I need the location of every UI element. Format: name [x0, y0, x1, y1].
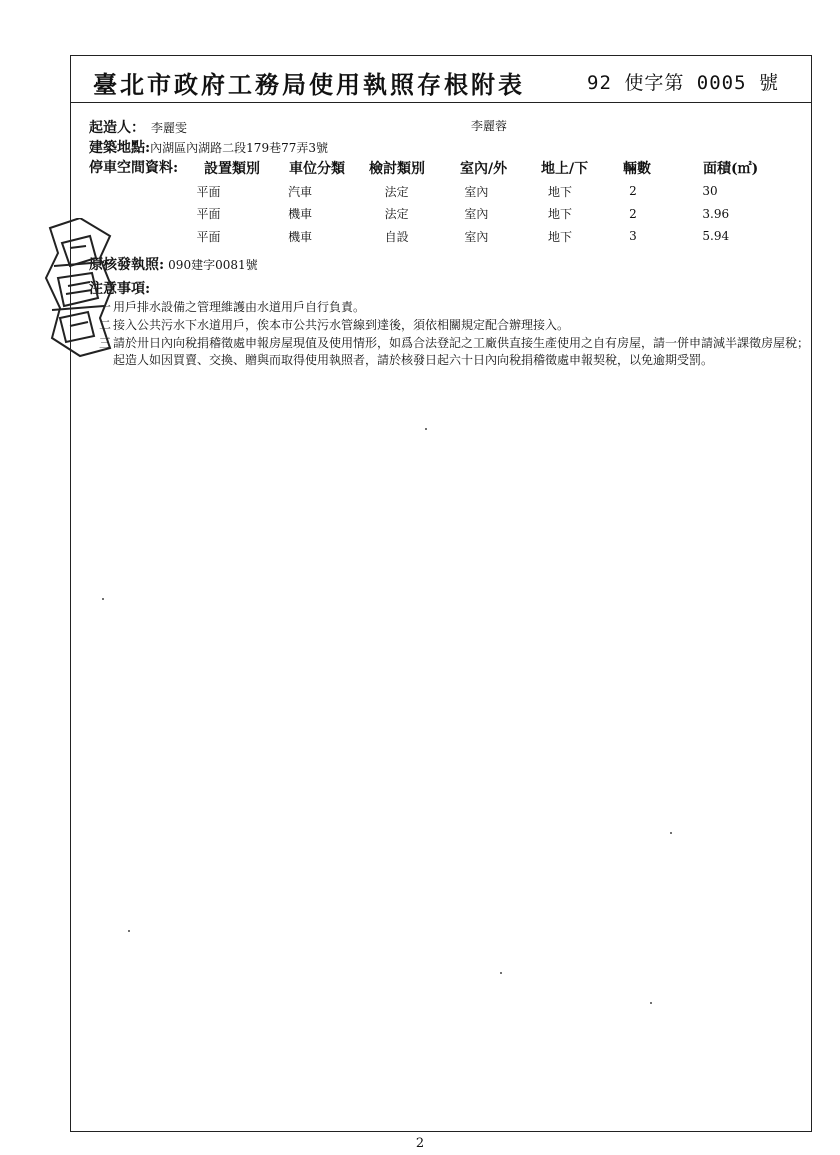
parking-header-count: 輛數: [623, 161, 651, 177]
parking-header-indoor: 室內/外: [460, 161, 508, 177]
address-label: 建築地點:: [89, 140, 151, 156]
table-cell: 法定: [384, 207, 409, 222]
table-cell: 機車: [288, 207, 313, 222]
scan-speck: [102, 598, 104, 600]
note-text: 用戶排水設備之管理維護由水道用戶自行負責。: [113, 300, 366, 314]
address-value: 內湖區內湖路二段179巷77弄3號: [150, 141, 328, 155]
page-number: 2: [415, 1136, 425, 1151]
table-row: [176, 225, 811, 248]
address-row: [89, 137, 328, 157]
table-cell: 3.96: [702, 206, 730, 221]
table-cell: 3: [629, 229, 637, 244]
parking-header-setup: 設置類別: [204, 161, 260, 177]
table-cell: 平面: [196, 207, 221, 222]
list-item: [99, 299, 811, 316]
table-cell: 自設: [384, 229, 409, 244]
notes-list: [99, 299, 811, 370]
table-cell: 汽車: [288, 184, 313, 199]
notes-title: 注意事項:: [89, 281, 151, 297]
table-cell: 5.94: [702, 229, 730, 244]
document-title: 臺北市政府工務局使用執照存根附表: [93, 70, 525, 99]
list-item: [99, 335, 811, 369]
original-permit-label: 原核發執照:: [89, 257, 165, 273]
table-cell: 地下: [548, 207, 573, 222]
note-text: 請於卅日內向稅捐稽徵處申報房屋現值及使用情形，如爲合法登記之工廠供直接生產使用之自有房屋，請一併申請減半課徵房屋稅；起造人如因買賣、交換、贈與而取得使用執照者，請於核發日起六十日內向稅捐稽徵處申報契稅，以免逾期受罰。: [113, 336, 810, 367]
document-header: [71, 56, 811, 103]
original-permit-value: 090建字0081號: [168, 258, 258, 272]
note-number: 一: [99, 300, 112, 314]
table-row: [176, 180, 811, 203]
table-cell: 2: [629, 206, 637, 221]
scan-speck: [128, 930, 130, 932]
table-row: [176, 203, 811, 226]
table-cell: 機車: [288, 229, 313, 244]
table-cell: 平面: [196, 229, 221, 244]
table-cell: 室內: [464, 229, 489, 244]
parking-header-level: 地上/下: [541, 161, 589, 177]
parking-header-area: 面積(㎡): [703, 161, 759, 177]
parking-header-space-type: 車位分類: [289, 161, 345, 177]
scan-speck: [500, 972, 502, 974]
table-cell: 平面: [196, 184, 221, 199]
list-item: [99, 317, 811, 334]
scan-speck: [670, 832, 672, 834]
table-cell: 2: [629, 184, 637, 199]
parking-header-review: 檢討類別: [369, 161, 425, 177]
note-text: 接入公共污水下水道用戶，俟本市公共污水管線到達後，須依相關規定配合辦理接入。: [113, 318, 570, 332]
scan-speck: [425, 428, 427, 430]
permit-number: 92 使字第 0005 號: [587, 72, 779, 94]
table-cell: 地下: [548, 184, 573, 199]
applicant-name: 李麗雯: [151, 121, 188, 135]
note-number: 二: [99, 318, 112, 332]
table-cell: 室內: [464, 207, 489, 222]
official-seal-stamp: [40, 218, 118, 358]
designer-name: 李麗蓉: [471, 119, 508, 133]
applicant-row: [89, 117, 187, 137]
table-cell: 室內: [464, 184, 489, 199]
parking-label: 停車空間資料:: [89, 160, 179, 176]
table-cell: 地下: [548, 229, 573, 244]
applicant-label: 起造人：: [89, 120, 145, 136]
scan-speck: [650, 1002, 652, 1004]
parking-table: [176, 180, 811, 248]
table-cell: 法定: [384, 184, 409, 199]
document-frame: [70, 55, 812, 1132]
table-cell: 30: [702, 184, 718, 199]
note-number: 三: [99, 336, 112, 350]
